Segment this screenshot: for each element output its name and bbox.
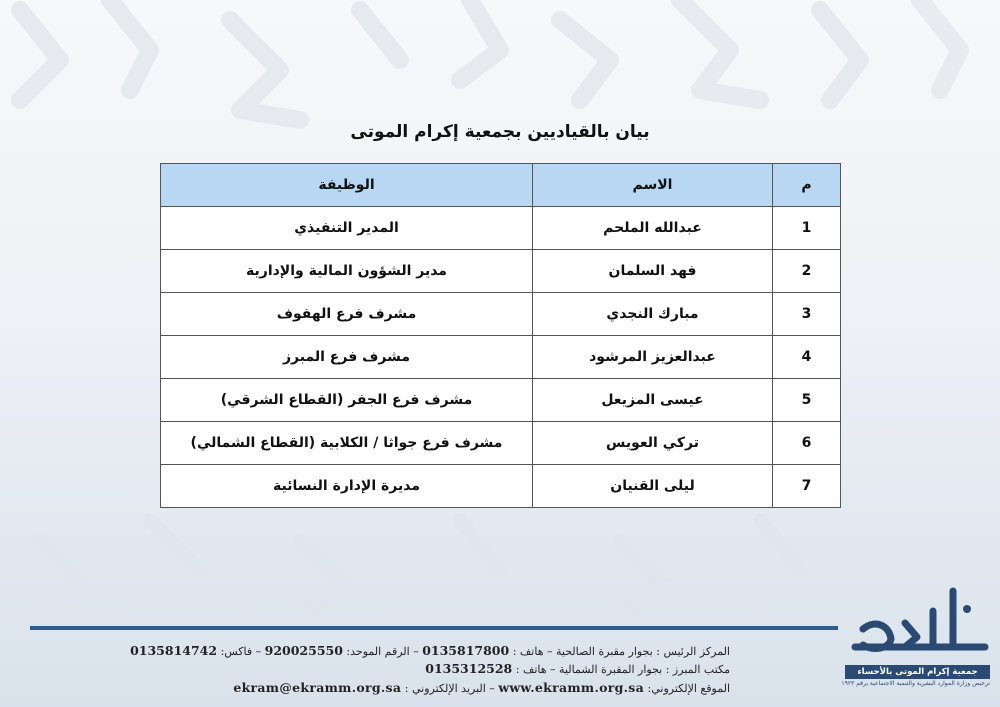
- row-name: عبدالله الملحم: [533, 207, 773, 250]
- table-row: [161, 250, 841, 293]
- row-name: عيسى المزيعل: [533, 379, 773, 422]
- row-name: مبارك النجدي: [533, 293, 773, 336]
- row-job: مشرف فرع الجفر (القطاع الشرقي): [161, 379, 533, 422]
- main-office-phone: 0135817800: [422, 643, 510, 658]
- unified-number-label: – الرقم الموحد:: [346, 645, 419, 658]
- organization-logo: [841, 585, 990, 695]
- row-num: 3: [773, 293, 841, 336]
- website-link[interactable]: www.ekramm.org.sa: [498, 680, 645, 695]
- header-name: الاسم: [533, 164, 773, 207]
- row-job: مشرف فرع المبرز: [161, 336, 533, 379]
- table-header-row: [161, 164, 841, 207]
- unified-number: 920025550: [264, 643, 343, 658]
- table-row: [161, 465, 841, 508]
- row-num: 1: [773, 207, 841, 250]
- row-num: 2: [773, 250, 841, 293]
- leaders-table: [160, 163, 841, 508]
- fax-label: – فاكس:: [220, 645, 262, 658]
- row-name: عبدالعزيز المرشود: [533, 336, 773, 379]
- logo-calligraphy-icon: [845, 585, 990, 663]
- website-label: الموقع الإلكتروني:: [647, 682, 730, 695]
- row-num: 4: [773, 336, 841, 379]
- footer-divider: [30, 626, 838, 630]
- row-name: ليلى القنيان: [533, 465, 773, 508]
- row-name: تركي العويس: [533, 422, 773, 465]
- row-job: مشرف فرع جواثا / الكلابية (القطاع الشمالي): [161, 422, 533, 465]
- row-num: 5: [773, 379, 841, 422]
- row-job: مدير الشؤون المالية والإدارية: [161, 250, 533, 293]
- header-num: م: [773, 164, 841, 207]
- mubarraz-office-phone: 0135312528: [425, 661, 513, 676]
- table-row: [161, 422, 841, 465]
- row-job: مديرة الإدارة النسائية: [161, 465, 533, 508]
- email-link[interactable]: ekram@ekramm.org.sa: [233, 680, 402, 695]
- mubarraz-office-label: مكتب المبرز : بجوار المقبرة الشمالية – هاتف :: [515, 663, 730, 676]
- table-row: [161, 207, 841, 250]
- header-job: الوظيفة: [161, 164, 533, 207]
- email-label: – البريد الإلكتروني :: [404, 682, 495, 695]
- row-job: المدير التنفيذي: [161, 207, 533, 250]
- footer-contact: [170, 680, 730, 695]
- footer-mubarraz-office: [170, 661, 730, 676]
- logo-license-text: ترخيص وزارة الموارد البشرية والتنمية الاجتماعية برقم ١٩٢٣: [841, 680, 990, 687]
- table-row: [161, 336, 841, 379]
- fax-number: 0135814742: [130, 643, 218, 658]
- row-num: 7: [773, 465, 841, 508]
- row-num: 6: [773, 422, 841, 465]
- row-job: مشرف فرع الهفوف: [161, 293, 533, 336]
- logo-org-name: جمعية إكرام الموتى بالأحساء: [845, 665, 990, 679]
- table-row: [161, 379, 841, 422]
- table-row: [161, 293, 841, 336]
- page-title: بيان بالقياديين بجمعية إكرام الموتى: [350, 122, 650, 142]
- row-name: فهد السلمان: [533, 250, 773, 293]
- footer-main-office: [130, 643, 730, 658]
- main-office-label: المركز الرئيس : بجوار مقبرة الصالحية – هاتف :: [512, 645, 730, 658]
